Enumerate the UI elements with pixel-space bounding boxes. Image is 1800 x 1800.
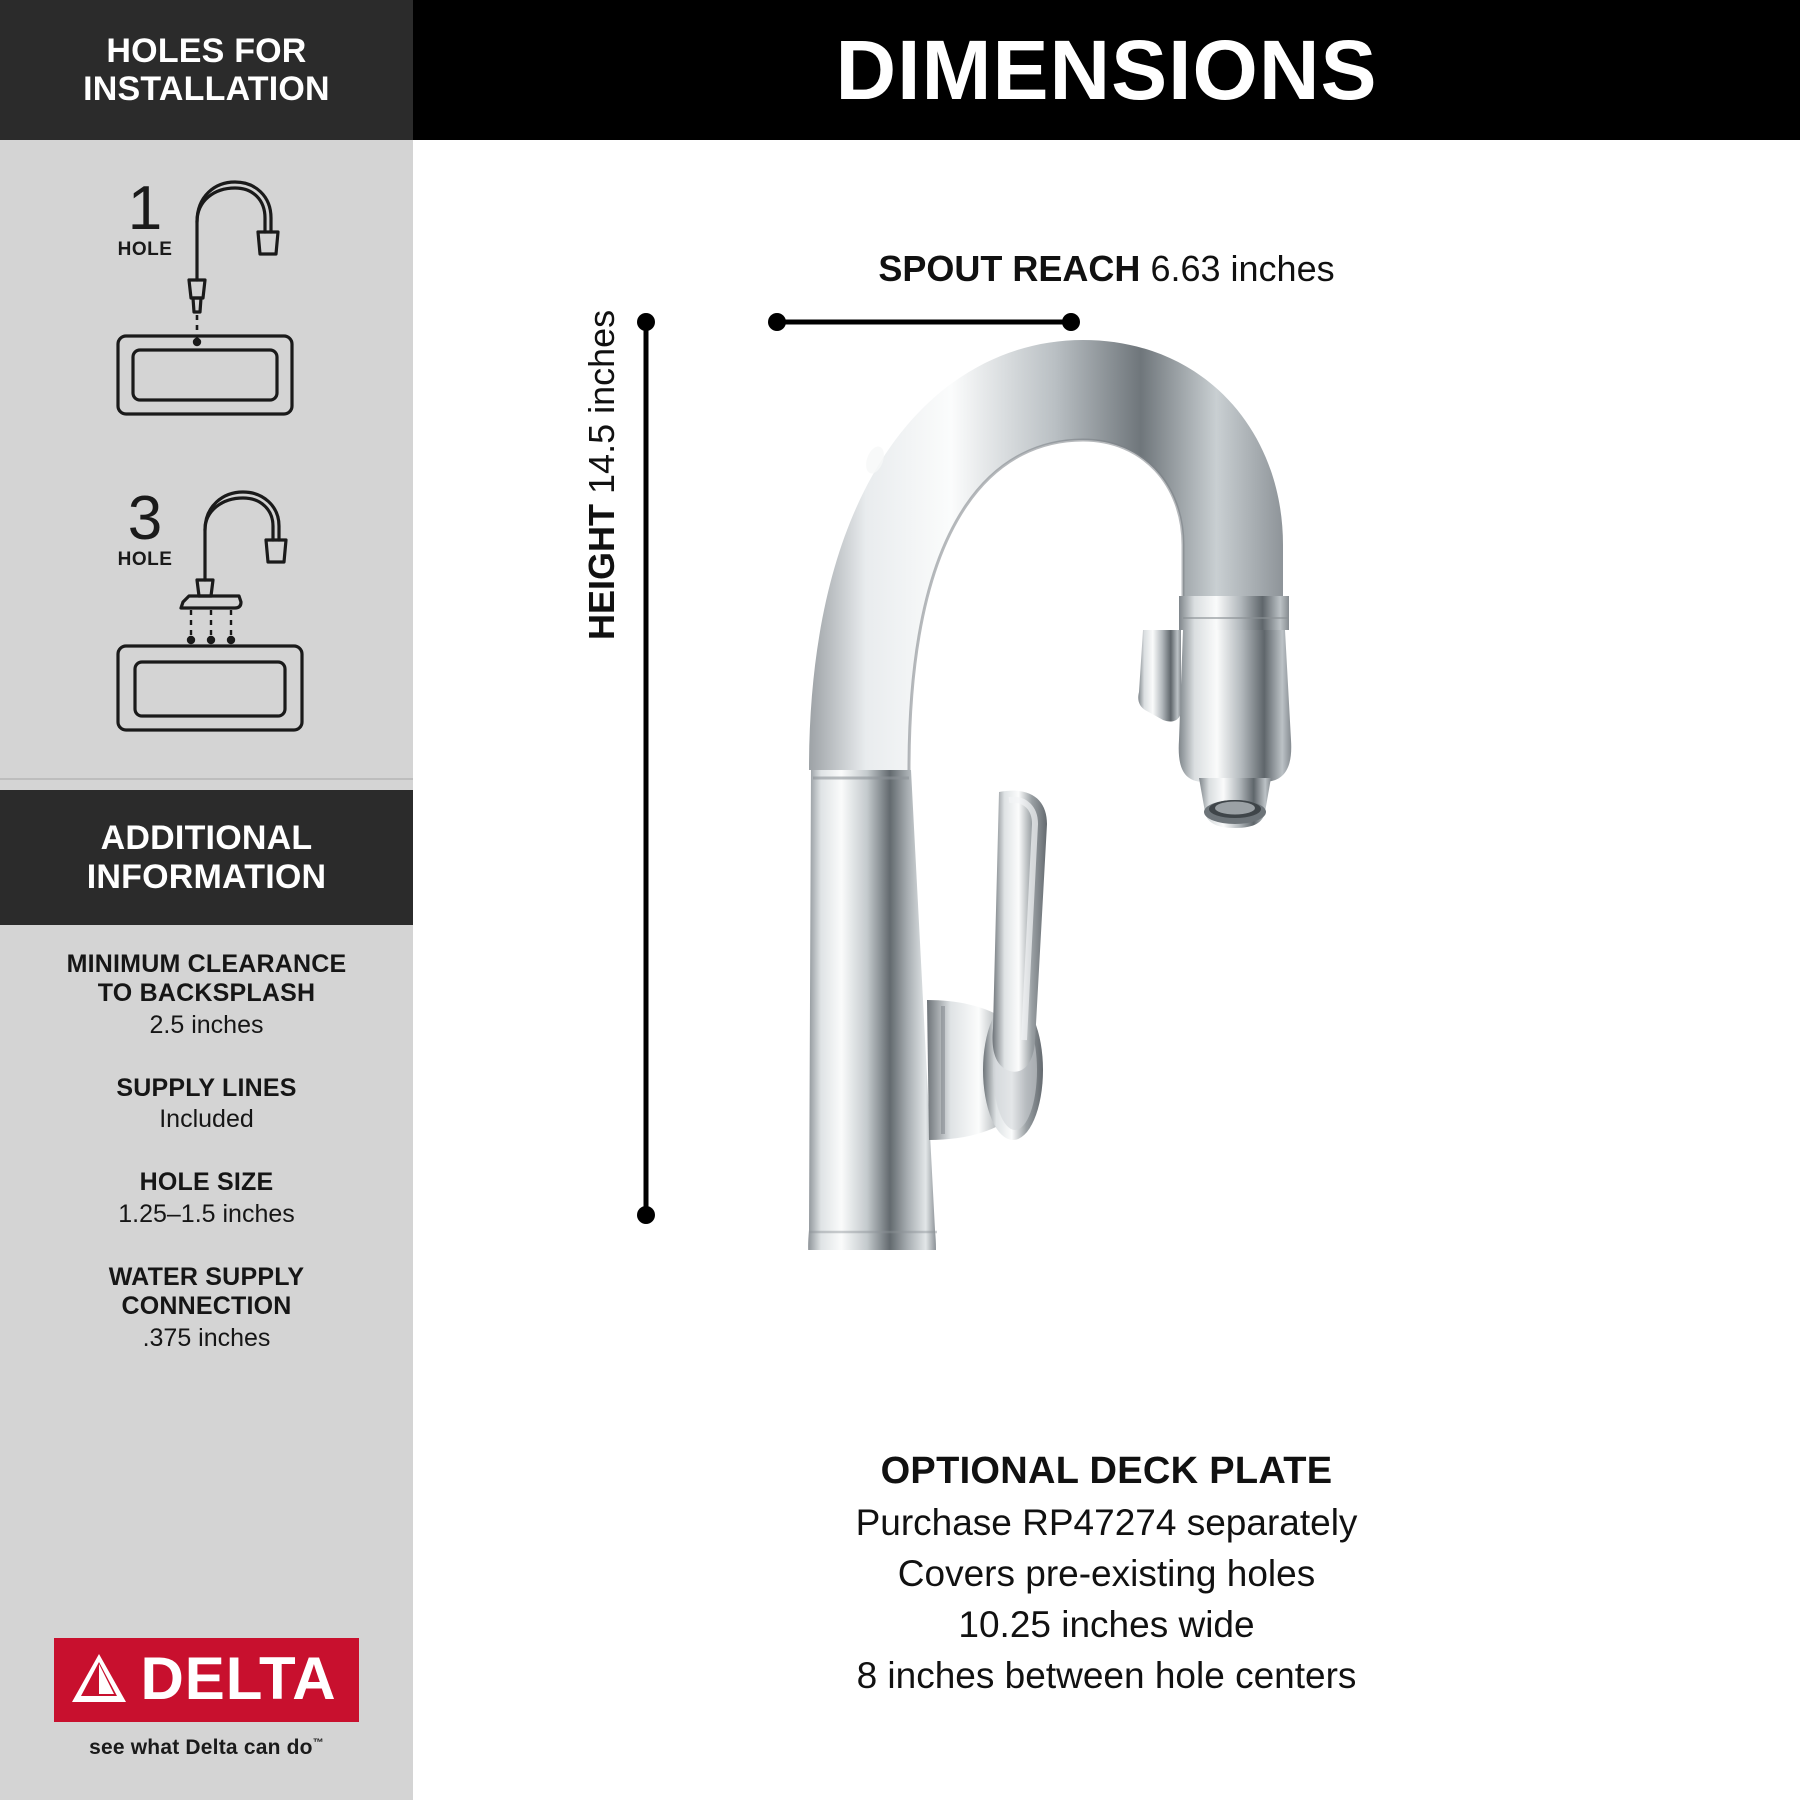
- sink-outline-3-hole-icon: [115, 628, 305, 738]
- additional-information-list: [0, 950, 413, 1387]
- hole-option-1: [0, 170, 413, 420]
- delta-logo: [0, 1638, 413, 1760]
- holes-header-line-1: HOLES FOR: [106, 31, 307, 70]
- dimensions-panel: [413, 0, 1800, 1800]
- delta-triangle-icon: [68, 1648, 130, 1710]
- holes-for-installation-header: [0, 0, 413, 140]
- delta-tagline: see what Delta can do™: [89, 1736, 324, 1759]
- info-hole-size: HOLE SIZE 1.25–1.5 inches: [118, 1168, 295, 1228]
- additional-header-line-1: ADDITIONAL: [100, 819, 313, 858]
- additional-information-header: [0, 790, 413, 925]
- hole-count-1: 1 HOLE: [117, 174, 173, 260]
- additional-header-line-2: INFORMATION: [86, 857, 327, 896]
- chrome-pull-down-bar-faucet-image: [643, 300, 1523, 1250]
- info-supply-lines: SUPPLY LINES Included: [116, 1073, 297, 1134]
- info-water-supply-connection: WATER SUPPLY CONNECTION .375 inches: [108, 1263, 305, 1352]
- hole-count-3: 3 HOLE: [117, 484, 173, 570]
- height-label: HEIGHT 14.5 inches: [581, 309, 622, 640]
- deck-plate-line-1: Purchase RP47274 separately: [855, 1502, 1358, 1543]
- deck-plate-title: OPTIONAL DECK PLATE: [880, 1450, 1333, 1492]
- sidebar: [0, 0, 413, 1800]
- deck-plate-line-4: 8 inches between hole centers: [856, 1655, 1357, 1696]
- holes-header-line-2: INSTALLATION: [83, 70, 330, 108]
- delta-logo-box: [54, 1638, 358, 1722]
- spout-reach-label: SPOUT REACH 6.63 inches: [878, 248, 1335, 289]
- optional-deck-plate-block: [413, 1450, 1800, 1697]
- page-title: DIMENSIONS: [835, 22, 1378, 117]
- hole-option-3: [0, 480, 413, 750]
- sink-outline-1-hole-icon: [115, 318, 295, 418]
- deck-plate-line-2: Covers pre-existing holes: [897, 1553, 1316, 1594]
- delta-wordmark: DELTA: [140, 1645, 337, 1712]
- deck-plate-line-3: 10.25 inches wide: [958, 1604, 1255, 1645]
- info-minimum-clearance: MINIMUM CLEARANCE TO BACKSPLASH 2.5 inches: [66, 950, 347, 1039]
